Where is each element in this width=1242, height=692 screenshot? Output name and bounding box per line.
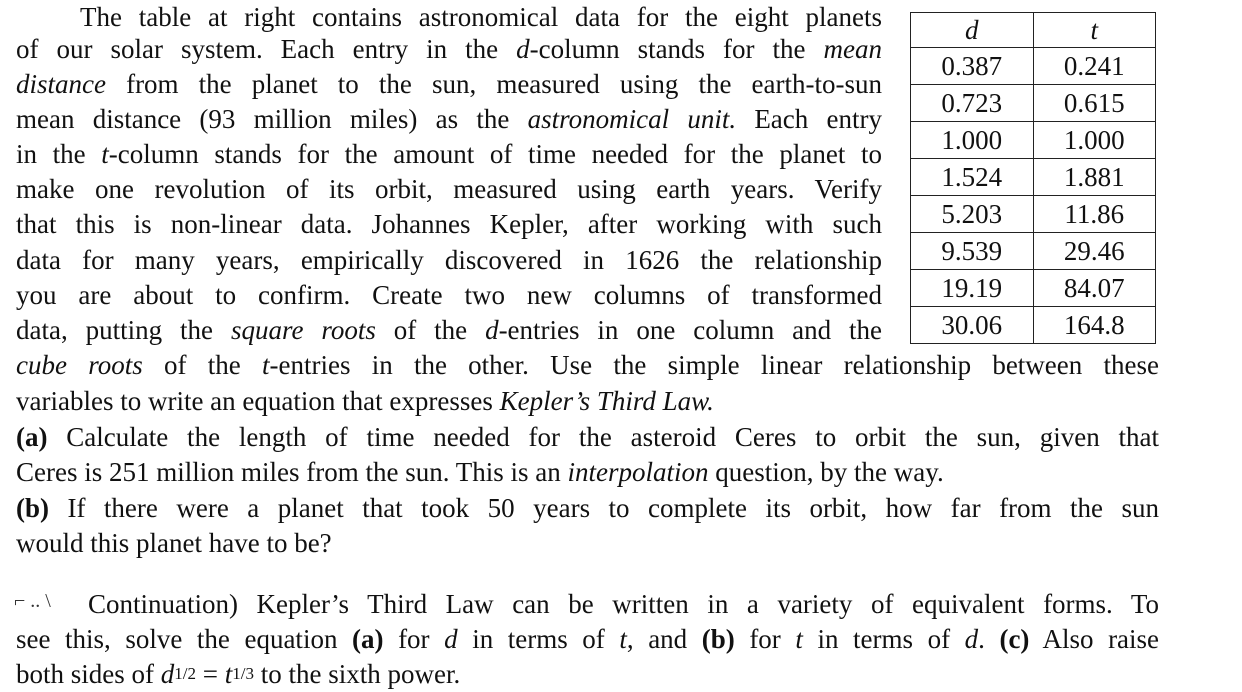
- column-header-d: d: [911, 13, 1034, 48]
- cell-d: 1.000: [911, 122, 1034, 159]
- part-a-line-1: (a) Calculate the length of time needed for the asteroid Ceres to orbit the sun, given that: [16, 422, 1159, 452]
- cell-t: 29.46: [1033, 233, 1156, 270]
- continuation-line-3: both sides of $d^{1/2} = t^{1/3}$ to the sixth power.: [16, 659, 461, 689]
- part-b-line-2: would this planet have to be?: [16, 528, 332, 558]
- table-row: [911, 48, 1156, 85]
- part-a-line-2: Ceres is 251 million miles from the sun. This is an interpolation question, by the way.: [16, 457, 944, 487]
- column-header-t: t: [1033, 13, 1156, 48]
- intro-line-12: variables to write an equation that expresses Kepler’s Third Law.: [16, 386, 714, 416]
- cell-d: 5.203: [911, 196, 1034, 233]
- planet-data-table: [910, 12, 1156, 344]
- intro-line-8: data for many years, empirically discovered in 1626 the relationship: [16, 245, 882, 275]
- cell-d: 0.723: [911, 85, 1034, 122]
- intro-line-10: data, putting the square roots of the d-entries in one column and the: [16, 315, 882, 345]
- table-row: [911, 196, 1156, 233]
- cell-t: 0.241: [1033, 48, 1156, 85]
- table-row: [911, 307, 1156, 344]
- continuation-line-1: Continuation) Kepler’s Third Law can be written in a variety of equivalent forms. To: [88, 589, 1159, 619]
- cell-d: 1.524: [911, 159, 1034, 196]
- cell-t: 1.000: [1033, 122, 1156, 159]
- cell-d: 9.539: [911, 233, 1034, 270]
- cell-t: 84.07: [1033, 270, 1156, 307]
- scan-marks: ⌐ .. \: [14, 590, 51, 612]
- table-row: [911, 233, 1156, 270]
- table-header-row: [911, 13, 1156, 48]
- intro-line-4: mean distance (93 million miles) as the astronomical unit. Each entry: [16, 104, 882, 134]
- table-row: [911, 122, 1156, 159]
- cell-d: 30.06: [911, 307, 1034, 344]
- table-row: [911, 159, 1156, 196]
- intro-line-3: distance from the planet to the sun, measured using the earth-to-sun: [16, 69, 882, 99]
- intro-line-2: of our solar system. Each entry in the d-column stands for the mean: [16, 34, 882, 64]
- part-b-line-1: (b) If there were a planet that took 50 years to complete its orbit, how far from the sun: [16, 493, 1159, 523]
- intro-line-9: you are about to confirm. Create two new columns of transformed: [16, 280, 882, 310]
- table-row: [911, 85, 1156, 122]
- intro-line-1: The table at right contains astronomical data for the eight planets: [80, 2, 882, 32]
- intro-line-11: cube roots of the t-entries in the other. Use the simple linear relationship between these: [16, 350, 1159, 380]
- cell-t: 1.881: [1033, 159, 1156, 196]
- cell-t: 164.8: [1033, 307, 1156, 344]
- intro-line-5: in the t-column stands for the amount of time needed for the planet to: [16, 139, 882, 169]
- cell-d: 0.387: [911, 48, 1034, 85]
- cell-d: 19.19: [911, 270, 1034, 307]
- table-row: [911, 270, 1156, 307]
- intro-line-7: that this is non-linear data. Johannes Kepler, after working with such: [16, 209, 882, 239]
- continuation-line-2: see this, solve the equation (a) for d in terms of t, and (b) for t in terms of d. (c) Also raise: [16, 624, 1160, 654]
- intro-line-6: make one revolution of its orbit, measured using earth years. Verify: [16, 174, 882, 204]
- cell-t: 0.615: [1033, 85, 1156, 122]
- cell-t: 11.86: [1033, 196, 1156, 233]
